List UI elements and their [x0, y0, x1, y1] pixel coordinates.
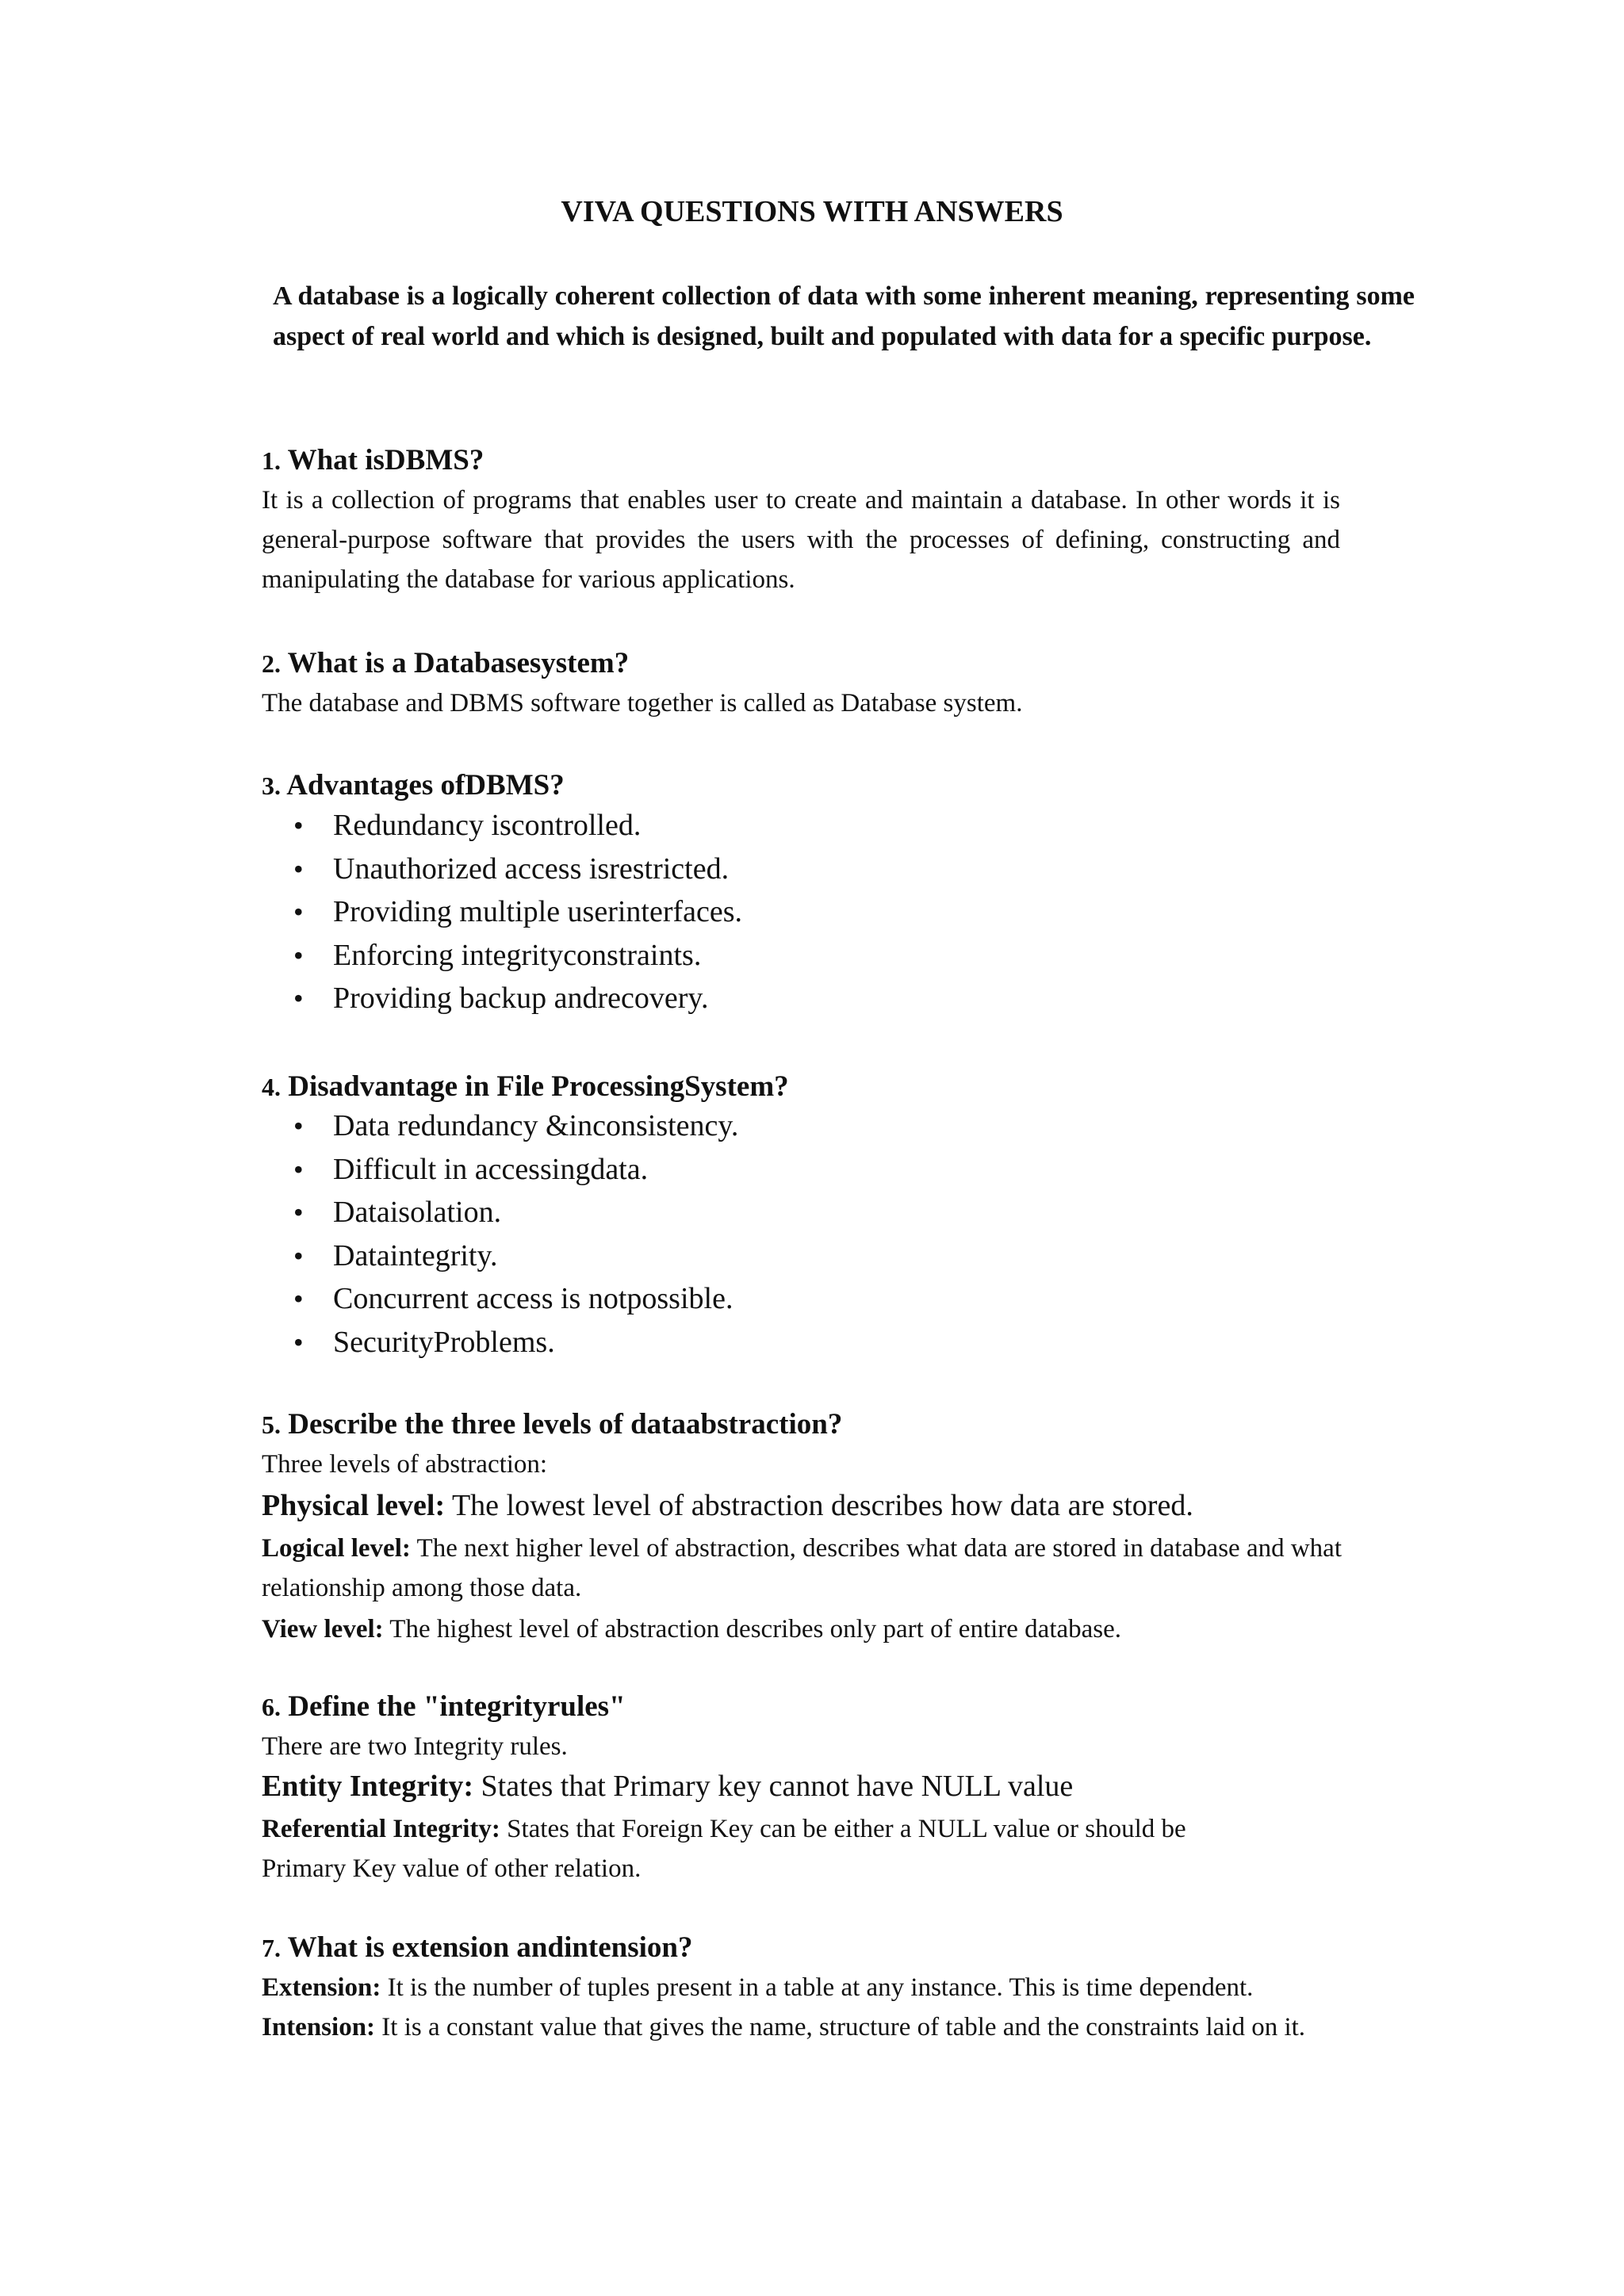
question-number: 3.	[262, 771, 281, 800]
list-item: • Unauthorized access isrestricted.	[293, 848, 1404, 891]
list-item: • Difficult in accessingdata.	[293, 1148, 1404, 1192]
term-text: The lowest level of abstraction describes how data are stored.	[451, 1489, 1193, 1522]
list-item: • Providing multiple userinterfaces.	[293, 890, 1404, 934]
term-text: States that Primary key cannot have NULL value	[481, 1770, 1074, 1803]
term-label: Referential Integrity:	[262, 1815, 500, 1843]
question-6	[262, 1687, 1451, 1727]
logical-level	[262, 1529, 1419, 1608]
list-item: • Redundancy iscontrolled.	[293, 804, 1404, 848]
integrity-lead: There are two Integrity rules.	[262, 1732, 568, 1761]
page-title: VIVA QUESTIONS WITH ANSWERS	[561, 195, 1063, 228]
question-1	[262, 441, 1451, 480]
abstraction-lead: Three levels of abstraction:	[262, 1450, 548, 1479]
list-item: • Data redundancy &inconsistency.	[293, 1104, 1404, 1148]
intro-paragraph: A database is a logically coherent collection of data with some inherent meaning, representing some aspect of real world and which is designed, built and populated with data for a specific purpose.	[273, 281, 1415, 351]
term-text: It is a constant value that gives the name, structure of table and the constraints laid on it.	[381, 2013, 1306, 2042]
list-item: • Enforcing integrityconstraints.	[293, 934, 1404, 978]
question-text: What isDBMS?	[287, 444, 485, 476]
entity-integrity	[262, 1765, 1419, 1808]
term-label: Logical level:	[262, 1534, 411, 1563]
question-3	[262, 766, 1451, 806]
referential-integrity	[262, 1809, 1419, 1849]
physical-level	[262, 1484, 1419, 1527]
question-2	[262, 644, 1451, 683]
question-4	[262, 1067, 1451, 1107]
question-text: Advantages ofDBMS?	[286, 769, 565, 802]
question-number: 4.	[262, 1073, 281, 1101]
term-text: It is the number of tuples present in a table at any instance. This is time dependent.	[387, 1973, 1254, 2002]
term-text: The highest level of abstraction describes only part of entire database.	[389, 1615, 1122, 1644]
question-text: Describe the three levels of dataabstraction?	[288, 1408, 843, 1441]
term-label: Physical level:	[262, 1489, 446, 1522]
list-item: • Providing backup andrecovery.	[293, 977, 1404, 1020]
referential-integrity-cont: Primary Key value of other relation.	[262, 1854, 642, 1883]
question-text: What is a Databasesystem?	[287, 647, 630, 679]
term-label: Intension:	[262, 2013, 376, 2042]
list-item: • Dataisolation.	[293, 1191, 1404, 1234]
question-7	[262, 1928, 1451, 1968]
list-item: • Dataintegrity.	[293, 1234, 1404, 1278]
term-label: View level:	[262, 1615, 384, 1644]
answer-1: It is a collection of programs that enables user to create and maintain a database. In other words it is general-purpose software that provides the users with the processes of defining, constructing and manipulating the database for various applications.	[262, 486, 1340, 594]
list-item: • Concurrent access is notpossible.	[293, 1277, 1404, 1321]
term-text: States that Foreign Key can be either a NULL value or should be	[507, 1815, 1186, 1843]
disadvantages-list	[293, 1104, 1404, 1364]
term-label: Entity Integrity:	[262, 1770, 474, 1803]
view-level	[262, 1609, 1419, 1649]
advantages-list	[293, 804, 1404, 1020]
question-5	[262, 1405, 1451, 1445]
extension-def	[262, 1968, 1419, 2007]
question-number: 6.	[262, 1693, 281, 1721]
question-number: 5.	[262, 1410, 281, 1439]
question-text: What is extension andintension?	[287, 1931, 693, 1964]
question-number: 7.	[262, 1934, 281, 1962]
question-text: Disadvantage in File ProcessingSystem?	[288, 1070, 789, 1103]
list-item: • SecurityProblems.	[293, 1321, 1404, 1364]
question-number: 2.	[262, 649, 281, 678]
answer-2: The database and DBMS software together is called as Database system.	[262, 689, 1023, 718]
term-text: The next higher level of abstraction, describes what data are stored in database and what relationship among those data.	[262, 1534, 1342, 1602]
term-label: Extension:	[262, 1973, 381, 2002]
question-text: Define the "integrityrules"	[288, 1690, 626, 1723]
intension-def	[262, 2007, 1419, 2047]
question-number: 1.	[262, 446, 281, 475]
